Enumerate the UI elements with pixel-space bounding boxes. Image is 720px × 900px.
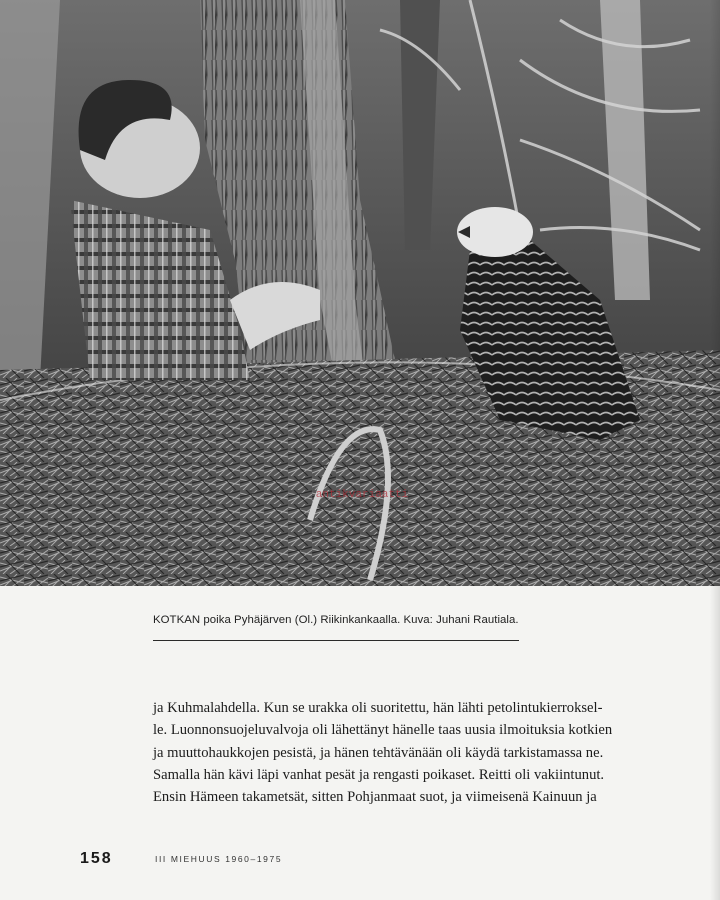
watermark-text: antikvariaatti bbox=[315, 489, 409, 501]
caption-divider bbox=[153, 640, 519, 641]
page-edge-shadow bbox=[710, 0, 720, 900]
running-head: III MIEHUUS 1960–1975 bbox=[155, 854, 283, 864]
body-line: le. Luonnonsuojeluvalvoja oli lähettänyt hänelle taas uusia ilmoituksia kotkien bbox=[153, 722, 613, 739]
body-line: ja muuttohaukkojen pesistä, ja hänen tehtävänään oli käydä tarkistamassa ne. bbox=[153, 744, 604, 761]
body-line: ja Kuhmalahdella. Kun se urakka oli suoritettu, hän lähti petolintukierroksel- bbox=[153, 700, 603, 716]
body-line: Samalla hän kävi läpi vanhat pesät ja rengasti poikaset. Reitti oli vakiintunut. bbox=[153, 766, 605, 783]
page-number: 158 bbox=[80, 850, 113, 867]
body-paragraph bbox=[153, 697, 643, 808]
photo-caption: KOTKAN poika Pyhäjärven (Ol.) Riikinkankaalla. Kuva: Juhani Rautiala. bbox=[153, 614, 519, 626]
body-line: Ensin Hämeen takametsät, sitten Pohjanmaat suot, ja viimeisenä Kainuun ja bbox=[153, 789, 597, 806]
